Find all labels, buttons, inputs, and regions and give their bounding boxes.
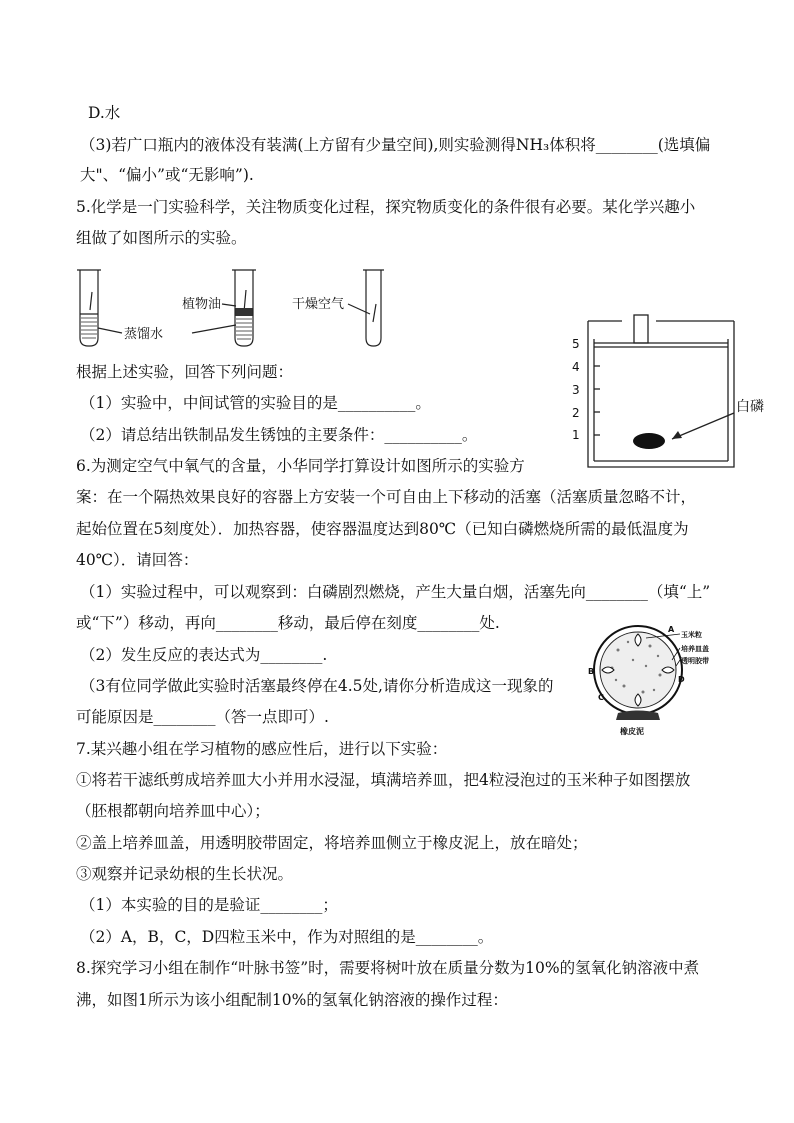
tick-4: 4 — [572, 360, 580, 374]
text-line: 大"、“偏小”或“无影响”). — [80, 166, 254, 184]
text-line: （3有位同学做此实验时活塞最终停在4.5处,请你分析造成这一现象的 — [80, 677, 554, 695]
text-line: 根据上述实验，回答下列问题： — [76, 363, 294, 381]
text-line: 组做了如图所示的实验。 — [76, 229, 247, 247]
label-water: 蒸馏水 — [124, 327, 164, 342]
container-figure — [560, 305, 780, 475]
text-line: （胚根都朝向培养皿中心）； — [76, 802, 270, 820]
text-line: （2）发生反应的表达式为________. — [80, 646, 328, 664]
text-line: 沸，如图1所示为该小组配制10%的氢氧化钠溶液的操作过程： — [76, 991, 508, 1009]
text-line: 可能原因是________（答一点即可）. — [76, 708, 329, 726]
text-line: （1）实验中，中间试管的实验目的是__________。 — [80, 394, 431, 412]
label-seed: 玉米粒 — [681, 631, 702, 639]
text-line: 起始位置在5刻度处）．加热容器，使容器温度达到80℃（已知白磷燃烧所需的最低温度为 — [76, 520, 689, 538]
text-line: 5.化学是一门实验科学，关注物质变化过程，探究物质变化的条件很有必要。某化学兴趣小 — [76, 198, 696, 216]
test-tube-figure — [70, 262, 390, 357]
text-line: （3)若广口瓶内的液体没有装满(上方留有少量空间),则实验测得NH₃体积将________(选填偏 — [80, 136, 711, 154]
text-line: 案：在一个隔热效果良好的容器上方安装一个可自由上下移动的活塞（活塞质量忽略不计， — [76, 488, 697, 506]
label-oil: 植物油 — [182, 297, 222, 312]
label-tape: 透明胶带 — [681, 657, 709, 665]
tick-5: 5 — [572, 337, 580, 351]
label-A: A — [668, 625, 675, 634]
text-line: ①将若干滤纸剪成培养皿大小并用水浸湿，填满培养皿，把4粒浸泡过的玉米种子如图摆放 — [76, 771, 691, 789]
tick-2: 2 — [572, 406, 580, 420]
text-line: D.水 — [88, 104, 121, 122]
tick-1: 1 — [572, 428, 580, 442]
tick-3: 3 — [572, 383, 580, 397]
text-line: （2）A，B，C，D四粒玉米中，作为对照组的是________。 — [80, 928, 494, 946]
text-line: ③观察并记录幼根的生长状况。 — [76, 865, 294, 883]
label-air: 干燥空气 — [292, 297, 345, 312]
text-line: （1）实验过程中，可以观察到：白磷剧烈燃烧，产生大量白烟，活塞先向________（填“上” — [80, 583, 711, 601]
text-line: ②盖上培养皿盖，用透明胶带固定，将培养皿侧立于橡皮泥上，放在暗处； — [76, 834, 588, 852]
text-line: （2）请总结出铁制品发生锈蚀的主要条件：__________。 — [80, 426, 478, 444]
text-line: 或“下”）移动，再向________移动，最后停在刻度________处. — [76, 614, 500, 632]
label-C: C — [598, 693, 604, 702]
petri-dish-figure — [588, 620, 738, 750]
label-dish-lid: 培养皿盖 — [681, 645, 709, 653]
label-D: D — [678, 675, 685, 684]
label-B: B — [588, 667, 595, 676]
label-clay: 橡皮泥 — [620, 727, 644, 736]
text-line: 6.为测定空气中氧气的含量，小华同学打算设计如图所示的实验方 — [76, 457, 525, 475]
text-line: 7.某兴趣小组在学习植物的感应性后，进行以下实验： — [76, 740, 448, 758]
text-line: 8.探究学习小组在制作“叶脉书签”时，需要将树叶放在质量分数为10%的氢氧化钠溶液中煮 — [76, 959, 700, 977]
text-line: 40℃）．请回答： — [76, 551, 199, 569]
text-line: （1）本实验的目的是验证________； — [80, 896, 338, 914]
label-phosphorus: 白磷 — [736, 399, 764, 415]
